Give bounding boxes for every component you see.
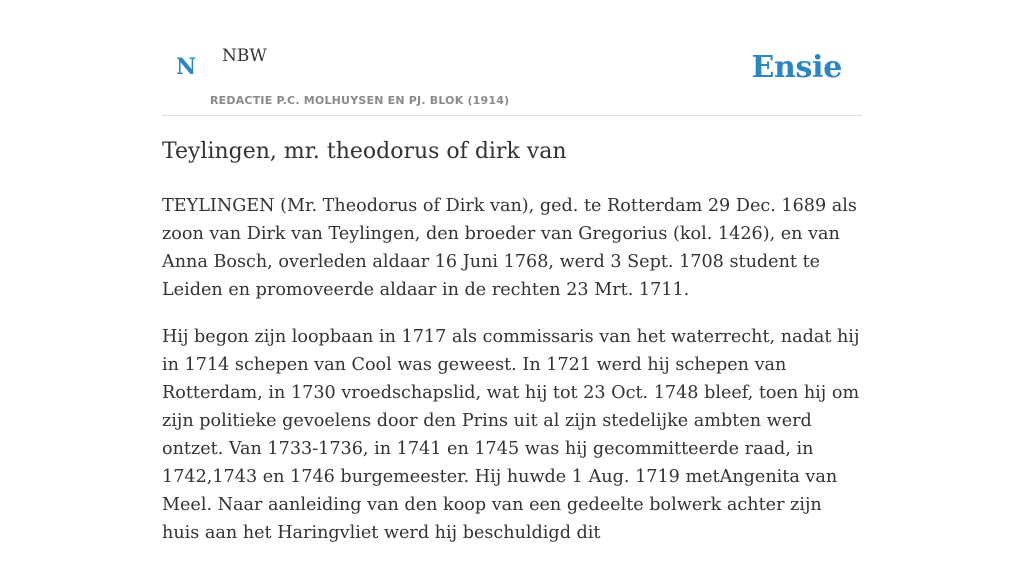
brand-logo[interactable]: Ensie <box>751 50 842 85</box>
article-body <box>162 192 864 566</box>
source-subtitle: REDACTIE P.C. MOLHUYSEN EN PJ. BLOK (1914) <box>210 94 510 107</box>
article-paragraph: Hij begon zijn loopbaan in 1717 als commissaris van het waterrecht, nadat hij in 1714 schepen van Cool was geweest. In 1721 werd hij schepen van Rotterdam, in 1730 vroedschapslid, wat hij tot 23 Oct. 1748 bleef, toen hij om zijn politieke gevoelens door den Prins uit al zijn stedelijke ambten werd ontzet. Van 1733-1736, in 1741 en 1745 was hij gecommitteerde raad, in 1742,1743 en 1746 burgemeester. Hij huwde 1 Aug. 1719 metAngenita van Meel. Naar aanleiding van den koop van een gedeelte bolwerk achter zijn huis aan het Haringvliet werd hij beschuldigd dit <box>162 327 860 543</box>
source-name[interactable]: NBW <box>222 46 267 66</box>
source-header <box>162 0 862 116</box>
article-paragraph: TEYLINGEN (Mr. Theodorus of Dirk van), ged. te Rotterdam 29 Dec. 1689 als zoon van Dirk van Teylingen, den broeder van Gregorius (kol. 1426), en van Anna Bosch, overleden aldaar 16 Juni 1768, werd 3 Sept. 1708 student te Leiden en promoveerde aldaar in de rechten 23 Mrt. 1711. <box>162 196 857 300</box>
page-title: Teylingen, mr. theodorus of dirk van <box>162 139 567 164</box>
source-logo[interactable]: N <box>176 54 197 80</box>
